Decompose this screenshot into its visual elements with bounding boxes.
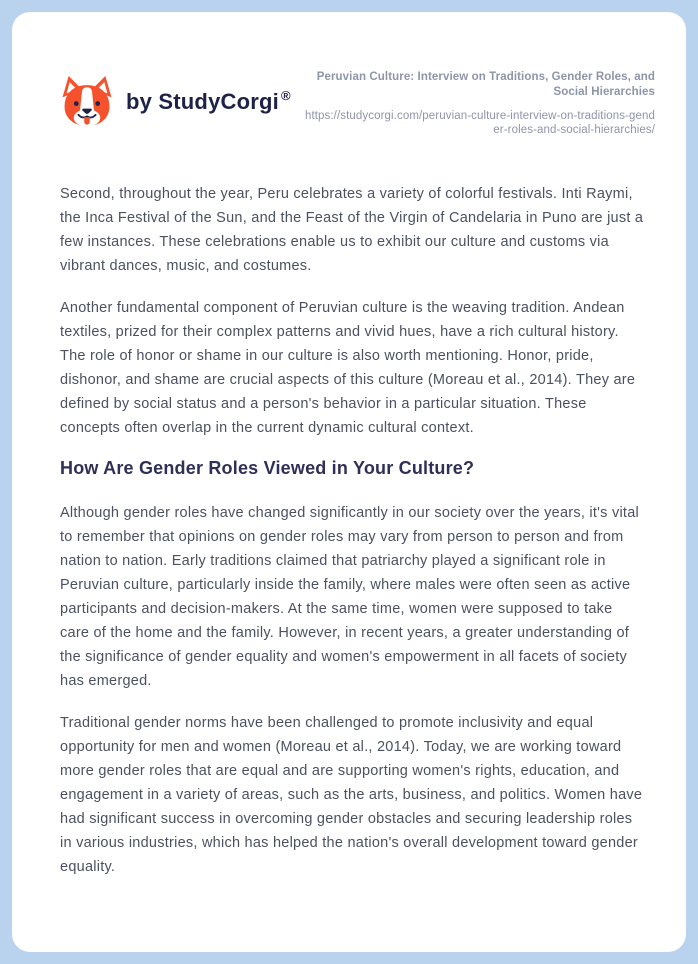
article-body [12,137,686,879]
document-meta [303,66,655,137]
document-header [12,12,686,137]
brand-name: by StudyCorgi ® [126,88,291,114]
registered-trademark: ® [280,88,291,103]
studycorgi-brand [60,76,291,127]
paragraph: Another fundamental component of Peruvian culture is the weaving tradition. Andean textiles, prized for their complex patterns and vivid hues, have a rich cultural history. The role of honor or shame in our culture is also worth mentioning. Honor, pride, dishonor, and shame are crucial aspects of this culture (Moreau et al., 2014). They are defined by social status and a person's behavior in a particular situation. These concepts often overlap in the current dynamic cultural context. [60,300,636,436]
section-heading: How Are Gender Roles Viewed in Your Culture? [60,458,475,478]
paragraph: Traditional gender norms have been challenged to promote inclusivity and equal opportunity for men and women (Moreau et al., 2014). Today, we are working toward more gender roles that are equal and are supporting women's rights, education, and engagement in a variety of areas, such as the arts, business, and politics. Women have had significant success in overcoming gender obstacles and securing leadership roles in various industries, which has helped the nation's overall development toward gender equality. [60,715,643,875]
document-card [12,12,686,952]
paragraph: Although gender roles have changed significantly in our society over the years, it's vital to remember that opinions on gender roles may vary from person to person and from nation to nation. Early traditions claimed that patriarchy played a significant role in Peruvian culture, particularly inside the family, where males were often seen as active participants and decision-makers. At the same time, women were supposed to take care of the home and the family. However, in recent years, a greater understanding of the significance of gender equality and women's empowerment in all facets of society has emerged. [60,505,639,689]
paragraph: Second, throughout the year, Peru celebrates a variety of colorful festivals. Inti Raymi, the Inca Festival of the Sun, and the Feast of the Virgin of Candelaria in Puno are just a few instances. These celebrations enable us to exhibit our culture and customs via vibrant dances, music, and costumes. [60,186,644,274]
document-source-url[interactable]: https://studycorgi.com/peruvian-culture-interview-on-traditions-gender-roles-and-social-hierarchies/ [304,110,655,136]
document-title: Peruvian Culture: Interview on Traditions, Gender Roles, and Social Hierarchies [316,71,655,98]
corgi-icon [60,76,114,127]
